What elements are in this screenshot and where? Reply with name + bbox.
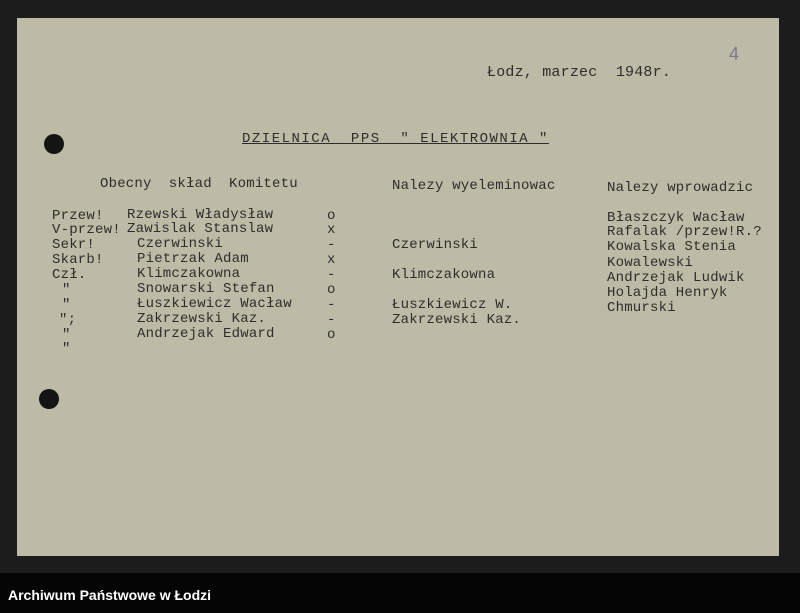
eliminate-3: Zakrzewski Kaz. <box>392 312 522 328</box>
header-eliminate: Nalezy wyeleminowac <box>392 178 556 194</box>
member-name-6: Łuszkiewicz Wacław <box>137 296 292 312</box>
member-mark-5: o <box>327 282 336 298</box>
punch-hole-top <box>44 134 64 154</box>
member-name-1: Zawislak Stanslaw <box>127 221 274 237</box>
role-1: V-przew! <box>52 222 121 238</box>
place-date: Łodz, marzec 1948r. <box>487 64 672 81</box>
member-mark-3: x <box>327 252 336 268</box>
role-0: Przew! <box>52 208 104 224</box>
member-mark-8: o <box>327 327 336 343</box>
member-mark-2: - <box>327 237 336 253</box>
header-introduce: Nalezy wprowadzic <box>607 180 754 196</box>
role-7: "; <box>59 312 77 328</box>
member-name-7: Zakrzewski Kaz. <box>137 311 267 327</box>
eliminate-2: Łuszkiewicz W. <box>392 297 513 313</box>
archive-name: Archiwum Państwowe w Łodzi <box>8 587 212 603</box>
introduce-0: Błaszczyk Wacław <box>607 210 745 226</box>
role-8: " <box>62 327 71 343</box>
punch-hole-bottom <box>39 389 59 409</box>
member-mark-1: x <box>327 222 336 238</box>
role-2: Sekr! <box>52 237 96 253</box>
document-page <box>17 18 779 556</box>
member-mark-0: o <box>327 208 336 224</box>
document-title: DZIELNICA PPS " ELEKTROWNIA " <box>242 131 549 147</box>
introduce-1: Rafalak /przew!R.? <box>607 224 762 240</box>
role-9: " <box>62 341 71 357</box>
member-name-5: Snowarski Stefan <box>137 281 275 297</box>
header-committee: Obecny skład Komitetu <box>100 176 298 192</box>
role-6: " <box>62 297 71 313</box>
member-name-4: Klimczakowna <box>137 266 241 282</box>
page-number: 4 <box>729 44 740 64</box>
introduce-5: Holajda Henryk <box>607 285 728 301</box>
role-3: Skarb! <box>52 252 104 268</box>
member-mark-7: - <box>327 312 336 328</box>
member-name-3: Pietrzak Adam <box>137 251 249 267</box>
introduce-6: Chmurski <box>607 300 676 316</box>
eliminate-0: Czerwinski <box>392 237 479 253</box>
footer-bar <box>0 573 800 613</box>
member-name-8: Andrzejak Edward <box>137 326 275 342</box>
eliminate-1: Klimczakowna <box>392 267 496 283</box>
introduce-3: Kowalewski <box>607 255 694 271</box>
member-mark-4: - <box>327 267 336 283</box>
member-mark-6: - <box>327 297 336 313</box>
member-name-2: Czerwinski <box>137 236 224 252</box>
role-4: Czł. <box>52 267 87 283</box>
member-name-0: Rzewski Władysław <box>127 207 274 223</box>
role-5: " <box>62 282 71 298</box>
introduce-4: Andrzejak Ludwik <box>607 270 745 286</box>
introduce-2: Kowalska Stenia <box>607 239 737 255</box>
